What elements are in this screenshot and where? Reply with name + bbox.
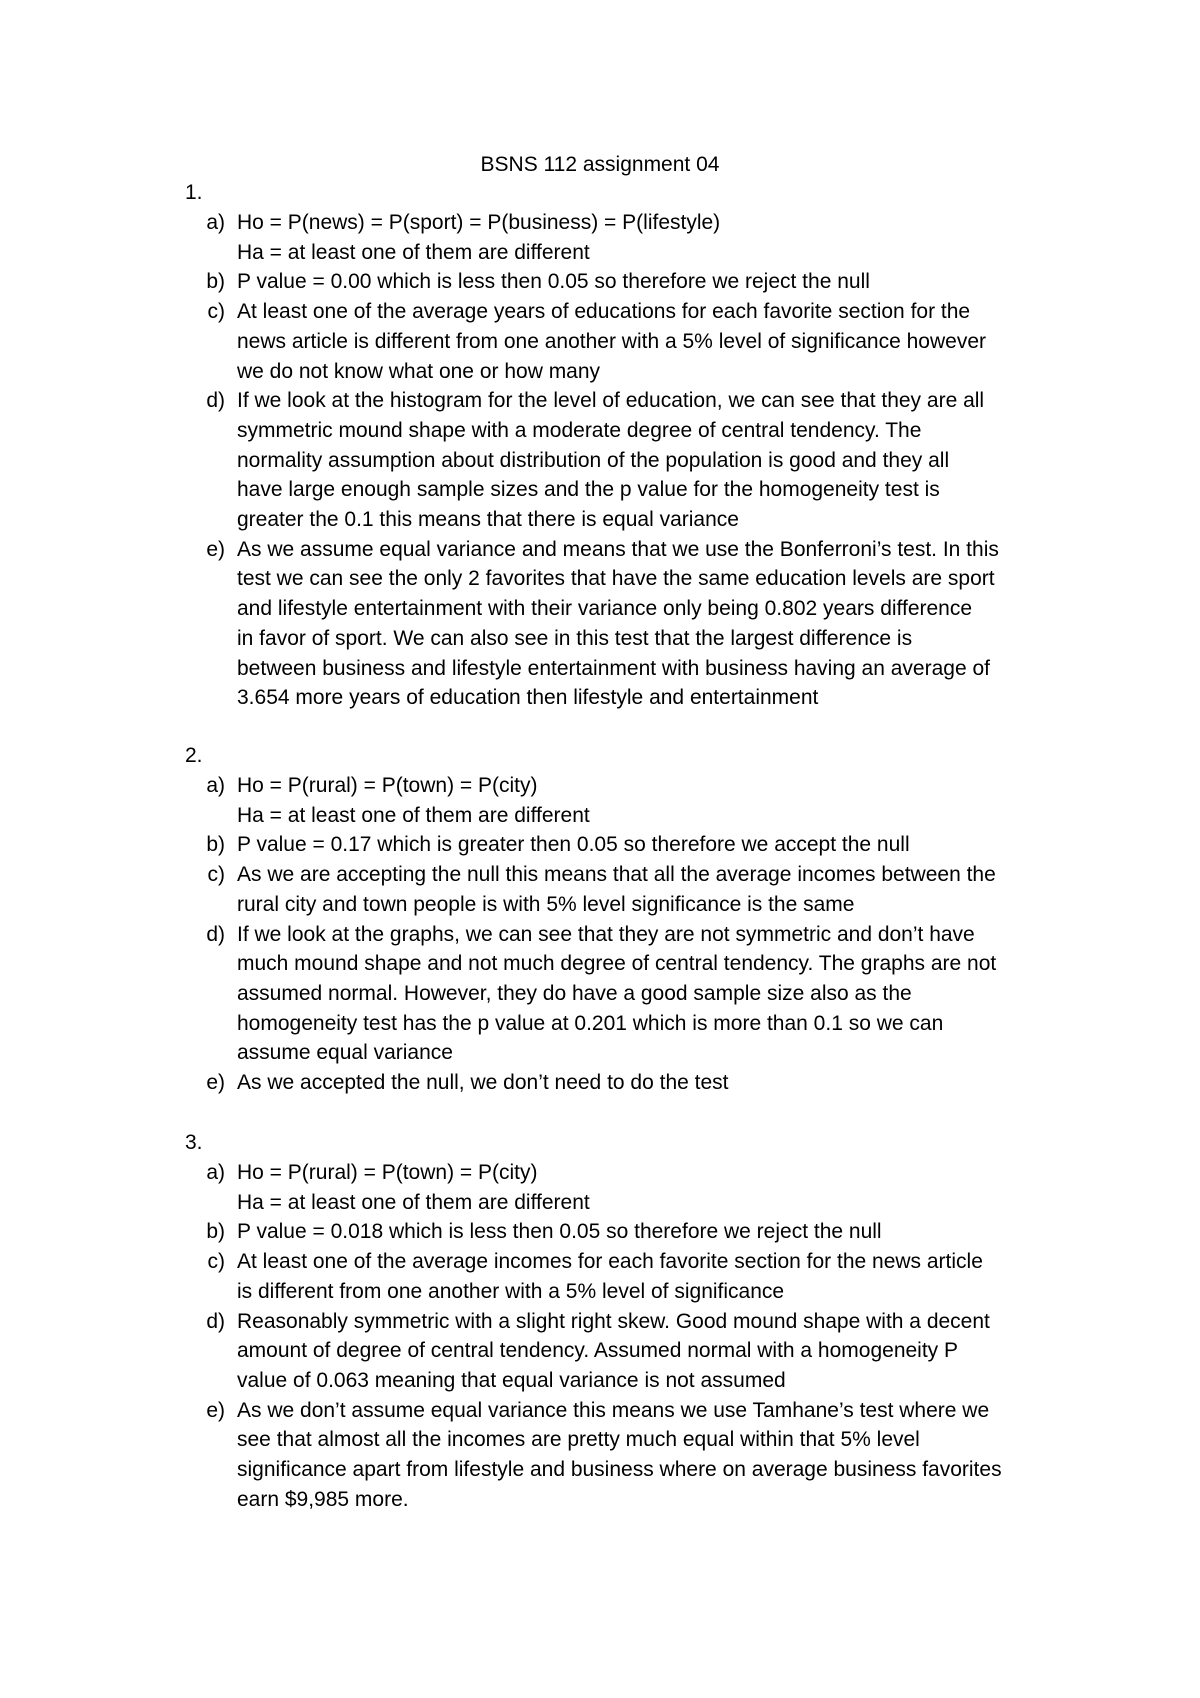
item-marker: e) (206, 537, 225, 561)
answer-item-c (185, 1247, 1065, 1306)
item-text: As we accepted the null, we don’t need to do the test (237, 1071, 729, 1095)
question-number: 3. (185, 1131, 203, 1154)
document-title: BSNS 112 assignment 04 (480, 153, 720, 176)
question-number: 2. (185, 744, 203, 767)
answer-item-b (185, 1217, 1065, 1247)
answer-list (185, 1158, 1065, 1514)
item-text: At least one of the average incomes for each favorite section for the news article is different from one another with a 5% level of significance (237, 1250, 983, 1303)
item-marker: d) (206, 389, 225, 413)
answer-item-b (185, 830, 1065, 860)
item-text: As we are accepting the null this means that all the average incomes between the rural city and town people is with 5% level significance is the same (237, 863, 996, 916)
answer-item-e (185, 535, 1065, 713)
answer-item-c (185, 297, 1065, 386)
item-marker: e) (206, 1398, 225, 1422)
item-text: Ho = P(news) = P(sport) = P(business) = P(lifestyle) Ha = at least one of them are different (237, 211, 721, 264)
question-2 (185, 741, 1065, 1098)
answer-item-c (185, 860, 1065, 919)
answer-item-e (185, 1068, 1065, 1098)
item-marker: a) (206, 211, 225, 234)
item-text: As we assume equal variance and means that we use the Bonferroni’s test. In this test we can see the only 2 favorites that have the same education levels are sport and lifestyle entertainment with their variance only being 0.802 years difference in favor of sport. We can also see in this test that the largest difference is between business and lifestyle entertainment with business having an average of 3.654 more years of education then lifestyle and entertainment (237, 537, 999, 710)
item-marker: a) (206, 1161, 225, 1184)
item-marker: e) (206, 1071, 225, 1095)
item-text: As we don’t assume equal variance this means we use Tamhane’s test where we see that almost all the incomes are pretty much equal within that 5% level significance apart from lifestyle and business where on average business favorites earn $9,985 more. (237, 1398, 1002, 1511)
answer-item-d (185, 1307, 1065, 1396)
answer-item-d (185, 920, 1065, 1069)
item-marker: b) (206, 270, 225, 294)
question-number: 1. (185, 181, 203, 204)
answer-list (185, 771, 1065, 1098)
item-text: P value = 0.018 which is less then 0.05 so therefore we reject the null (237, 1220, 882, 1244)
answer-item-a (185, 771, 1065, 830)
answer-list (185, 208, 1065, 713)
item-marker: c) (207, 863, 225, 887)
item-marker: d) (206, 1309, 225, 1333)
question-3 (185, 1128, 1065, 1514)
answer-item-a (185, 208, 1065, 267)
item-text: Ho = P(rural) = P(town) = P(city) Ha = at least one of them are different (237, 1161, 590, 1214)
item-marker: b) (206, 833, 225, 857)
answer-item-d (185, 386, 1065, 535)
item-text: P value = 0.00 which is less then 0.05 so therefore we reject the null (237, 270, 870, 294)
item-text: At least one of the average years of educations for each favorite section for the news article is different from one another with a 5% level of significance however we do not know what one or how many (237, 300, 986, 383)
item-text: P value = 0.17 which is greater then 0.05 so therefore we accept the null (237, 833, 910, 857)
item-marker: c) (207, 1250, 225, 1274)
item-text: If we look at the histogram for the level of education, we can see that they are all symmetric mound shape with a moderate degree of central tendency. The normality assumption about distribution of the population is good and they all have large enough sample sizes and the p value for the homogeneity test is greater the 0.1 this means that there is equal variance (237, 389, 985, 532)
item-text: Reasonably symmetric with a slight right skew. Good mound shape with a decent amount of degree of central tendency. Assumed normal with a homogeneity P value of 0.063 meaning that equal variance is not assumed (237, 1309, 990, 1392)
answer-item-a (185, 1158, 1065, 1217)
item-marker: a) (206, 774, 225, 797)
item-marker: c) (207, 300, 225, 324)
item-text: Ho = P(rural) = P(town) = P(city) Ha = at least one of them are different (237, 774, 590, 827)
item-marker: d) (206, 922, 225, 946)
answer-item-b (185, 267, 1065, 297)
question-1 (185, 178, 1065, 713)
item-marker: b) (206, 1220, 225, 1244)
item-text: If we look at the graphs, we can see that they are not symmetric and don’t have much mound shape and not much degree of central tendency. The graphs are not assumed normal. However, they do have a good sample size also as the homogeneity test has the p value at 0.201 which is more than 0.1 so we can assume equal variance (237, 922, 997, 1065)
answer-item-e (185, 1396, 1065, 1515)
